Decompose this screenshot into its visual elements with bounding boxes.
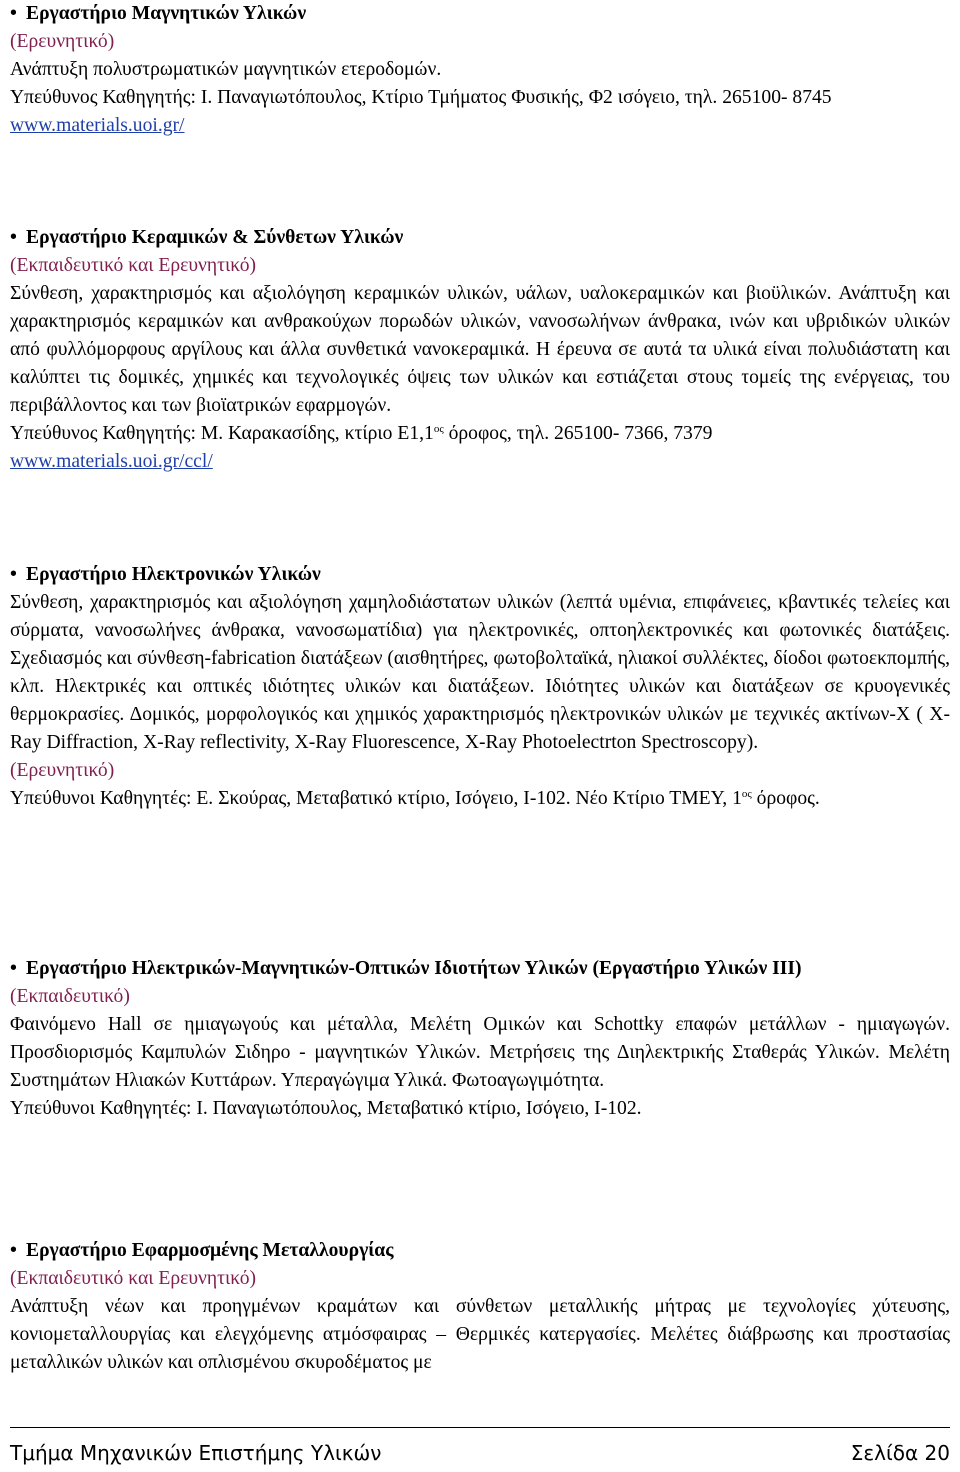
lab-category: (Ερευνητικό) xyxy=(10,31,115,52)
lab-category: (Εκπαιδευτικό) xyxy=(10,986,130,1007)
bullet-icon: • xyxy=(10,564,17,585)
bullet-icon: • xyxy=(10,227,17,248)
lab-responsible: Υπεύθυνοι Καθηγητές: Ε. Σκούρας, Μεταβατικό κτίριο, Ισόγειο, Ι-102. Νέο Κτίριο ΤΜΕΥ, $1^{o\varsigma}$ όροφος. xyxy=(10,788,820,809)
lab-category: (Εκπαιδευτικό και Ερευνητικό) xyxy=(10,1268,257,1289)
lab-electric-magnetic-optical-properties xyxy=(10,955,950,1123)
lab-url-link[interactable]: www.materials.uoi.gr/ccl/ xyxy=(10,451,213,472)
lab-applied-metallurgy xyxy=(10,1237,950,1377)
bullet-icon: • xyxy=(10,3,17,24)
lab-title: • Εργαστήριο Κεραμικών & Σύνθετων Υλικών xyxy=(10,224,950,252)
lab-category: (Ερευνητικό) xyxy=(10,760,115,781)
footer-divider xyxy=(10,1427,950,1428)
lab-title: • Εργαστήριο Εφαρμοσμένης Μεταλλουργίας xyxy=(10,1237,950,1265)
footer-department: Τμήμα Μηχανικών Επιστήμης Υλικών xyxy=(10,1441,382,1465)
lab-responsible: Υπεύθυνοι Καθηγητές: Ι. Παναγιωτόπουλος, Μεταβατικό κτίριο, Ισόγειο, Ι-102. xyxy=(10,1098,642,1119)
lab-title: • Εργαστήριο Μαγνητικών Υλικών xyxy=(10,0,832,28)
bullet-icon: • xyxy=(10,958,17,979)
page-number: Σελίδα 20 xyxy=(850,1441,950,1465)
lab-responsible: Υπεύθυνος Καθηγητής: Μ. Καρακασίδης, κτίριο $E1,1^{o\varsigma}$ όροφος, τηλ. 265100- 7366, 7379 xyxy=(10,423,713,444)
lab-title: • Εργαστήριο Ηλεκτρικών-Μαγνητικών-Οπτικών Ιδιοτήτων Υλικών (Εργαστήριο Υλικών ΙΙΙ) xyxy=(10,955,950,983)
lab-title: • Εργαστήριο Ηλεκτρονικών Υλικών xyxy=(10,561,950,589)
lab-description: Σύνθεση, χαρακτηρισμός και αξιολόγηση χαμηλοδιάστατων υλικών (λεπτά υμένια, επιφάνειες, κβαντικές τελείες και σύρματα, νανοσωλήνες άνθρακα, νανοσωματίδια) για ηλεκτρονικές, οπτοηλεκτρονικές και φωτονικές διατάξεις. Σχεδιασμός και σύνθεση-fabrication διατάξεων (αισθητήρες, φωτοβολταϊκά, ηλιακοί συλλέκτες, δίοδοι φωτοεκπομπής, κλπ. Ηλεκτρικές και οπτικές ιδιότητες υλικών και διατάξεων. Ιδιότητες υλικών και διατάξεων σε κρυογενικές θερμοκρασίες. Δομικός, μορφολογικός και χημικός χαρακτηρισμός ηλεκτρονικών υλικών με τεχνικές ακτίνων-Χ ( X-Ray Diffraction, X-Ray reflectivity, X-Ray Fluorescence, X-Ray Photoelectrton Spectroscopy). xyxy=(10,592,950,753)
lab-description: Σύνθεση, χαρακτηρισμός και αξιολόγηση κεραμικών υλικών, υάλων, υαλοκεραμικών και βιοϋλικών. Ανάπτυξη και χαρακτηρισμός κεραμικών και ανθρακούχων πορωδών υλικών, νανοσωλήνων άνθρακα, ινών και υβριδικών υλικών από φυλλόμορφους αργίλους και άλλα συνθετικά νανοκεραμικά. Η έρευνα σε αυτά τα υλικά είναι πολυδιάστατη και καλύπτει τις δομικές, χημικές και τεχνολογικές όψεις των υλικών και εστιάζεται στους τομείς της ενέργειας, του περιβάλλοντος και των βιοϊατρικών εφαρμογών. xyxy=(10,283,950,416)
lab-description: Ανάπτυξη πολυστρωματικών μαγνητικών ετεροδομών. xyxy=(10,59,442,80)
lab-category: (Εκπαιδευτικό και Ερευνητικό) xyxy=(10,255,257,276)
lab-description: Φαινόμενο Hall σε ημιαγωγούς και μέταλλα, Μελέτη Ομικών και Schottky επαφών μετάλλων - ημιαγωγών. Προσδιορισμός Καμπυλών Σιδηρο - μαγνητικών Υλικών. Μετρήσεις της Διηλεκτρικής Σταθεράς Υλικών. Μελέτη Συστημάτων Ηλιακών Κυττάρων. Υπεραγώγιμα Υλικά. Φωτοαγωγιμότητα. xyxy=(10,1014,950,1091)
bullet-icon: • xyxy=(10,1240,17,1261)
lab-url-link[interactable]: www.materials.uoi.gr/ xyxy=(10,115,185,136)
lab-ceramic-composite-materials xyxy=(10,224,950,476)
lab-description: Ανάπτυξη νέων και προηγμένων κραμάτων και σύνθετων μεταλλικής μήτρας με τεχνολογίες χύτευσης, κονιομεταλλουργίας και ελεγχόμενης ατμόσφαιρας – Θερμικές κατεργασίες. Μελέτες διάβρωσης και προστασίας μεταλλικών υλικών και οπλισμένου σκυροδέματος με xyxy=(10,1296,950,1373)
lab-electronic-materials xyxy=(10,561,950,813)
lab-responsible: Υπεύθυνος Καθηγητής: Ι. Παναγιωτόπουλος, Κτίριο Τμήματος Φυσικής, Φ2 ισόγειο, τηλ. 265100- 8745 xyxy=(10,87,832,108)
lab-magnetic-materials xyxy=(10,0,832,140)
